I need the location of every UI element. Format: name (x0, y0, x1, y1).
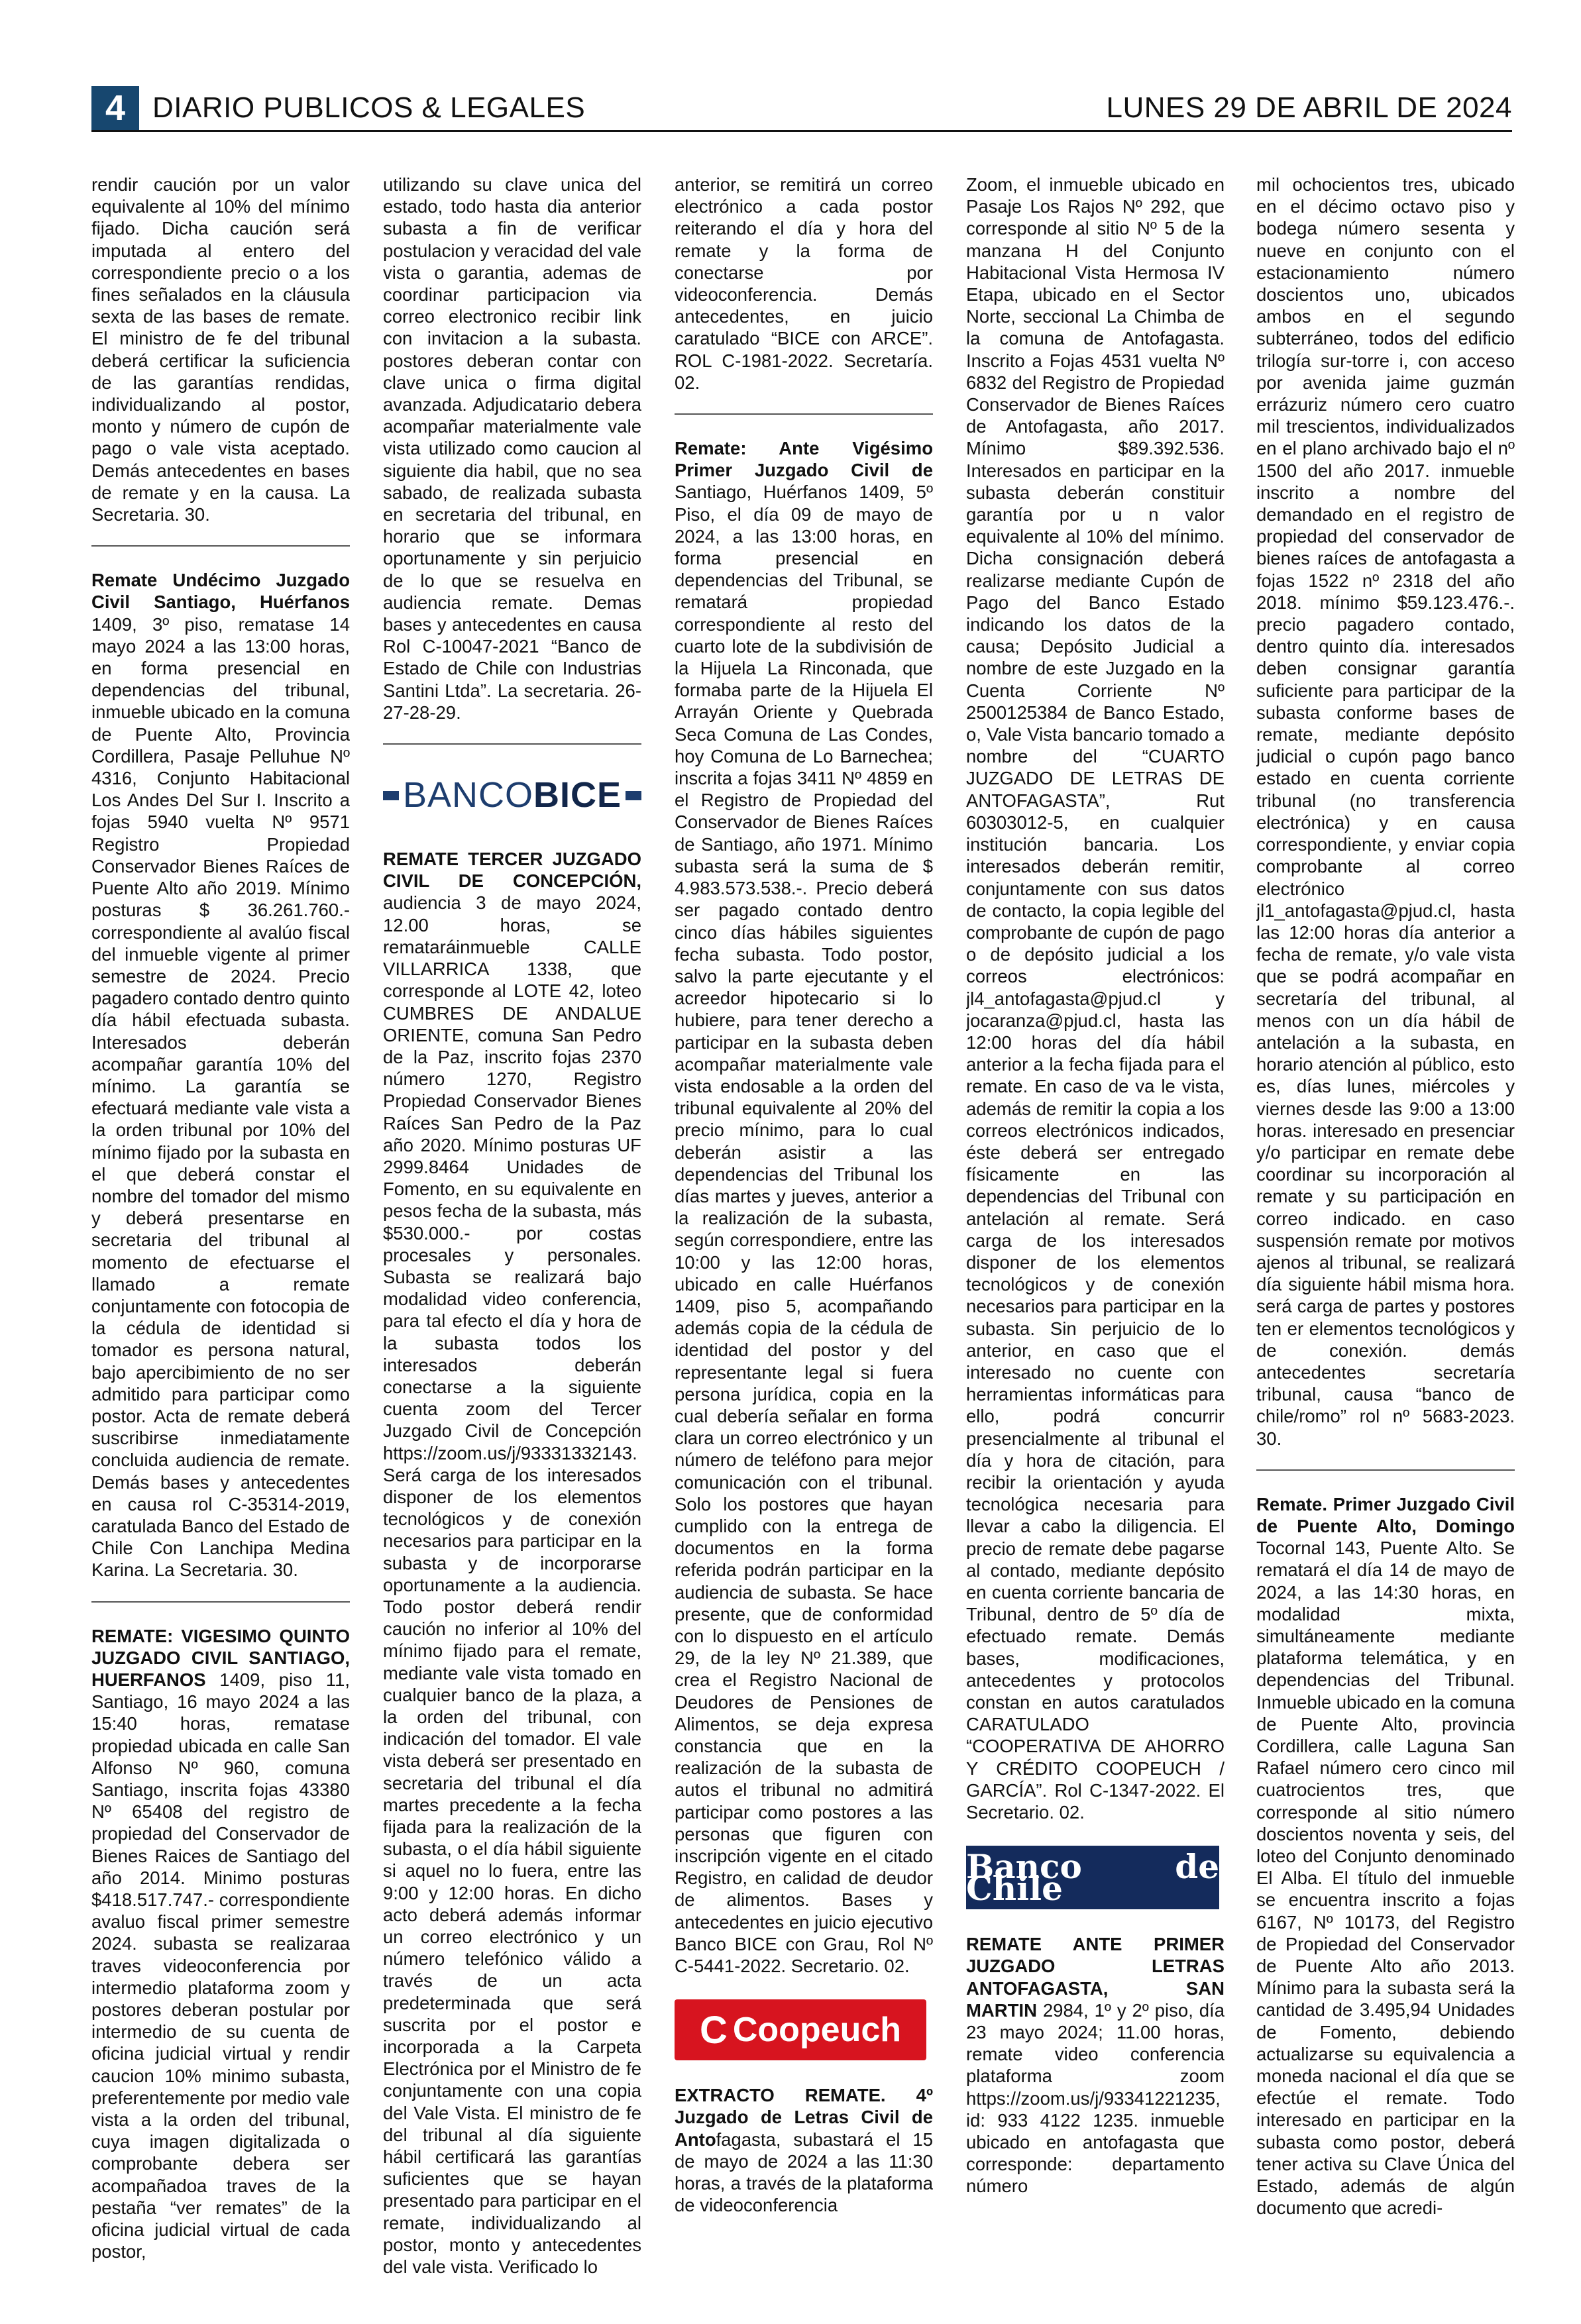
column-1 (91, 174, 350, 2294)
page-number: 4 (91, 86, 139, 130)
logo-wordmark: Banco de Chile (966, 1847, 1219, 1909)
notice (675, 437, 933, 1977)
banco-bice-logo (383, 767, 641, 824)
notice-heading: REMATE TERCER JUZGADO CIVIL DE CONCEPCIÓN, (383, 849, 641, 892)
logo-bar-left (383, 791, 399, 800)
notice (383, 848, 641, 2278)
banco-de-chile-logo (966, 1846, 1219, 1909)
notice-heading: REMATE ANTE PRIMER JUZGADO LETRAS ANTOFAGASTA, SAN MARTIN (966, 1934, 1225, 2021)
logo-wordmark (402, 775, 622, 816)
notice-body: 2984, 1º y 2º piso, día 23 mayo 2024; 11.00 horas, remate video conferencia plataforma zoom https://zoom.us/j/93341221235, id: 933 4122 1235. inmueble ubicado en antofagasta que corresponde: departamento número (966, 1999, 1225, 2197)
notice-body: Tocornal 143, Puente Alto. Se rematará el día 14 de mayo de 2024, a las 14:30 horas, en modalidad mixta, simultáneamente mediante plataforma telemática, y en dependencias del Tribunal. Inmueble ubicado en la comuna de Puente Alto, provincia Cordillera, calle Laguna San Rafael número cero cinco mil cuatrocientos tres, que corresponde al sitio número doscientos noventa y seis, del loteo del Conjunto denominado El Alba. El título del inmueble se encuentra inscrito a fojas 6167, Nº 10173, del Registro de Propiedad del Conservador de Puente Alto año 2013. Mínimo para la subasta será la cantidad de 3.495,94 Unidades de Fomento, debiendo actualizarse su equivalencia a moneda nacional el día que se efectúe el remate. Todo interesado en participar en la subasta como postor, deberá tener activa su Clave Única del Estado, además de algún documento que acredi- (1256, 1538, 1515, 2219)
logo-wordmark: Coopeuch (732, 2010, 902, 2049)
coopeuch-logo (675, 1999, 926, 2060)
notice-heading: Remate Undécimo Juzgado Civil Santiago, Huérfanos (91, 570, 350, 613)
column-3 (675, 174, 933, 2294)
column-4 (966, 174, 1225, 2294)
notice (91, 569, 350, 1581)
notice-text: anterior, se remitirá un correo electrónico a cada postor reiterando el día y hora del remate y la forma de conectarse por videoconferencia. Demás antecedentes, en juicio caratulado “BICE con ARCE”. ROL C-1981-2022. Secretaría. 02. (675, 174, 933, 393)
notice-body: fagasta, subastará el 15 de mayo de 2024 a las 11:30 horas, a través de la plataforma de videoconferencia (675, 2129, 933, 2216)
logo-word-banco: BANCO (402, 775, 534, 816)
notice-divider (675, 413, 933, 415)
column-5 (1256, 174, 1515, 2294)
column-2 (383, 174, 641, 2294)
publication-title: DIARIO PUBLICOS & LEGALES (152, 91, 586, 124)
notice-divider (383, 743, 641, 745)
notice-body: audiencia 3 de mayo 2024, 12.00 horas, se remataráinmueble CALLE VILLARRICA 1338, que corresponde al LOTE 42, loteo CUMBRES DE ANDALUE ORIENTE, comuna San Pedro de la Paz, inscrito fojas 2370 número 1270, Registro Propiedad Conservador Bienes Raíces San Pedro de la Paz año 2020. Mínimo posturas UF 2999.8464 Unidades de Fomento, en su equivalente en pesos fecha de la subasta, más $530.000.- por costas procesales y personales. Subasta se realizará bajo modalidad video conferencia, para tal efecto el día y hora de la subasta todos los interesados deberán conectarse a la siguiente cuenta zoom del Tercer Juzgado Civil de Concepción https://zoom.us/j/93331332143. Será carga de los interesados disponer de los elementos tecnológicos y de conexión necesarios para participar en la subasta y de incorporarse oportunamente a la audiencia. Todo postor deberá rendir caución no inferior al 10% del mínimo fijado para el remate, mediante vale vista tomado en cualquier banco de la plaza, a la orden del tribunal, con indicación del tomador. El vale vista deberá ser presentado en secretaria del tribunal el día martes precedente a la fecha fijada para la realización de la subasta, o el día hábil siguiente si aquel no lo fuera, entre las 9:00 y 12:00 horas. En dicho acto deberá además informar un correo electrónico y un número telefónico válido a través de un acta predeterminada que será suscrita por el postor e incorporada a la Carpeta Electrónica por el Ministro de fe conjuntamente con una copia del Vale Vista. El ministro de fe del tribunal al día siguiente hábil certificará las garantías suficientes que se hayan presentado para participar en el remate, individualizando al postor, monto y antecedentes del vale vista. Verificado lo (383, 892, 641, 2278)
notice-heading: Remate. Primer Juzgado Civil de Puente Alto, Domingo (1256, 1493, 1515, 1536)
header-rule (91, 130, 1512, 132)
coopeuch-mark-icon: C (699, 2008, 728, 2052)
notice-text: utilizando su clave unica del estado, todo hasta dia anterior subasta a fin de verificar postulacion y veracidad del vale vista o garantia, ademas de coordinar participacion via correo electronico recibir link con invitacion a la subasta. postores deberan contar con clave unica o firma digital avanzada. Adjudicatario debera acompañar materialmente vale vista utilizado como caucion al siguiente dia habil, que no sea sabado, de realizada subasta en secretaria del tribunal, en horario que se informara oportunamente y sin perjuicio de lo que se resuelva en audiencia remate. Demas bases y antecedentes en causa Rol C-10047-2021 “Banco de Estado de Chile con Industrias Santini Ltda”. La secretaria. 26-27-28-29. (383, 174, 641, 723)
notice-text: rendir caución por un valor equivalente al 10% del mínimo fijado. Dicha caución será imputada al entero del correspondiente precio o a los fines señalados en la cláusula sexta de las bases de remate. El ministro de fe del tribunal deberá certificar la suficiencia de las garantías rendidas, individualizando al postor, monto y número de cupón de pago o vale vista aceptado. Demás antecedentes en bases de remate y en la causa. La Secretaria. 30. (91, 174, 350, 525)
logo-word-bice: BICE (533, 775, 622, 816)
notice (966, 1933, 1225, 2197)
notice-text: Zoom, el inmueble ubicado en Pasaje Los Rajos Nº 292, que corresponde al sitio Nº 5 de la manzana H del Conjunto Habitacional Vista Hermosa IV Etapa, ubicado en el Sector Norte, seccional La Chimba de la comuna de Antofagasta. Inscrito a Fojas 4531 vuelta Nº 6832 del Registro de Propiedad Conservador de Bienes Raíces de Antofagasta, año 2017. Mínimo $89.392.536. Interesados en participar en la subasta deberán constituir garantía por u n valor equivalente al 10% del mínimo. Dicha consignación deberá realizarse mediante Cupón de Pago del Banco Estado indicando los datos de la causa; Depósito Judicial a nombre de este Juzgado en la Cuenta Corriente Nº 2500125384 de Banco Estado, o, Vale Vista bancario tomado a nombre del “CUARTO JUZGADO DE LETRAS DE ANTOFAGASTA”, Rut 60303012-5, en cualquier institución bancaria. Los interesados deberán remitir, conjuntamente con sus datos de contacto, la copia legible del comprobante de cupón de pago o de depósito judicial a los correos electrónicos: jl4_antofagasta@pjud.cl y jocaranza@pjud.cl, hasta las 12:00 horas del día hábil anterior a la fecha fijada para el remate. En caso de va le vista, además de remitir la copia a los correos electrónicos indicados, éste deberá ser entregado físicamente en las dependencias del Tribunal con antelación al remate. Será carga de los interesados disponer de los elementos tecnológicos y de conexión necesarios para participar en la subasta. Sin perjuicio de lo anterior, en caso que el interesado no cuente con herramientas informáticas para ello, podrá concurrir presencialmente al tribunal el día y hora de citación, para recibir la orientación y ayuda tecnológica necesaria para llevar a cabo la diligencia. El precio de remate debe pagarse al contado, mediante depósito en cuenta corriente bancaria de Tribunal, dentro de 5º día de efectuado remate. Demás bases, modificaciones, antecedentes y protocolos constan en autos caratulados CARATULADO “COOPERATIVA DE AHORRO Y CRÉDITO COOPEUCH / GARCÍA”. Rol C-1347-2022. El Secretario. 02. (966, 174, 1225, 1823)
notice-heading: REMATE: VIGESIMO QUINTO JUZGADO CIVIL SANTIAGO, HUERFANOS (91, 1625, 350, 1690)
notice-divider (1256, 1469, 1515, 1471)
notice-body: 1409, 3º piso, rematase 14 mayo 2024 a las 13:00 horas, en forma presencial en dependencias del tribunal, inmueble ubicado en la comuna de Puente Alto, Provincia Cordillera, Pasaje Pelluhue Nº 4316, Conjunto Habitacional Los Andes Del Sur I. Inscrito a fojas 5940 vuelta Nº 9571 Registro Propiedad Conservador Bienes Raíces de Puente Alto año 2019. Mínimo posturas $ 36.261.760.- correspondiente al avalúo fiscal del inmueble vigente al primer semestre de 2024. Precio pagadero contado dentro quinto día hábil efectuada subasta. Interesados deberán acompañar garantía 10% del mínimo. La garantía se efectuará mediante vale vista a la orden tribunal por 10% del mínimo fijado por la subasta en el que deberá constar el nombre del tomador del mismo y deberá presentarse en secretaria del tribunal al momento de efectuarse el llamado a remate conjuntamente con fotocopia de la cédula de identidad si tomador es persona natural, bajo apercibimiento de no ser admitido para participar como postor. Acta de remate deberá suscribirse inmediatamente concluida audiencia de remate. Demás bases y antecedentes en causa rol C-35314-2019, caratulada Banco del Estado de Chile Con Lanchipa Medina Karina. La Secretaria. 30. (91, 613, 350, 1581)
notice-body: 1409, piso 11, Santiago, 16 mayo 2024 a las 15:40 horas, rematase propiedad ubicada en calle San Alfonso Nº 960, comuna Santiago, inscrita fojas 43380 Nº 65408 del registro de propiedad del Conservador de Bienes Raices de Santiago del año 2014. Minimo posturas $418.517.747.- correspondiente avaluo fiscal primer semestre 2024. subasta se realizaraa traves videoconferencia por intermedio plataforma zoom y postores deberan postular por intermedio de su cuenta de oficina judicial virtual y rendir caucion 10% minimo subasta, preferentemente por medio vale vista a la orden del tribunal, cuya imagen digitalizada o comprobante debera ser acompañadoa traves de la pestaña “ver remates” de la oficina judicial virtual de cada postor, (91, 1669, 350, 2262)
notice-divider (91, 1601, 350, 1603)
notice (1256, 1493, 1515, 2219)
publication-date: LUNES 29 DE ABRIL DE 2024 (1106, 91, 1512, 124)
logo-bar-right (626, 791, 641, 800)
notice-text: mil ochocientos tres, ubicado en el décimo octavo piso y bodega número sesenta y nueve en conjunto con el estacionamiento número doscientos uno, ubicados ambos en el segundo subterráneo, todos del edificio trilogía sur-torre i, con acceso por avenida jaime guzmán errázuriz número cero cuatro mil trescientos, individualizados en el plano archivado bajo el nº 1500 del año 2017. inmueble inscrito a nombre del demandado en el registro de propiedad del conservador de bienes raíces de antofagasta a fojas 1522 nº 2318 del año 2018. mínimo $59.123.476.-. precio pagadero contado, dentro quinto día. interesados deben consignar garantía suficiente para participar de la subasta conforme bases de remate, mediante depósito judicial o cupón pago banco estado en cuenta corriente tribunal (no transferencia electrónica) y en causa correspondiente, y enviar copia comprobante al correo electrónico jl1_antofagasta@pjud.cl, hasta las 12:00 horas día anterior a fecha de remate, y/o vale vista que se podrá acompañar en secretaría del tribunal, al menos con un día hábil de antelación a la subasta, en horario atención al público, esto es, días lunes, miércoles y viernes desde las 9:00 a 13:00 horas. interesado en presenciar y/o participar en remate debe coordinar su incorporación al remate y su participación en correo indicado. en caso suspensión remate por motivos ajenos al tribunal, se realizará día siguiente hábil misma hora. será carga de partes y postores ten er elementos tecnológicos y de conexión. demás antecedentes secretaría tribunal, causa “banco de chile/romo” rol nº 5683-2023. 30. (1256, 174, 1515, 1449)
notice-heading: EXTRACTO REMATE. 4º Juzgado de Letras Civil de Anto (675, 2085, 933, 2150)
notice-body: Santiago, Huérfanos 1409, 5º Piso, el día 09 de mayo de 2024, a las 13:00 horas, en forma presencial en dependencias del Tribunal, se rematará propiedad correspondiente al resto del cuarto lote de la subdivisión de la Hijuela La Rinconada, que formaba parte de la Hijuela El Arrayán Oriente y Quebrada Seca Comuna de Las Condes, hoy Comuna de Lo Barnechea; inscrita a fojas 3411 Nº 4859 en el Registro de Propiedad del Conservador de Bienes Raíces de Santiago, año 1971. Mínimo subasta será la suma de $ 4.983.573.538.-. Precio deberá ser pagado contado dentro cinco días hábiles siguientes fecha subasta. Todo postor, salvo la parte ejecutante y el acreedor hipotecario si lo hubiere, para tener derecho a participar en la subasta deben acompañar materialmente vale vista endosable a la orden del tribunal equivalente al 20% del precio mínimo, para lo cual deberán asistir a las dependencias del Tribunal los días martes y jueves, anterior a la realización de la subasta, según correspondiere, entre las 10:00 y las 12:00 horas, ubicado en calle Huérfanos 1409, piso 5, acompañando además copia de la cédula de identidad del postor y del representante legal si fuera persona jurídica, copia en la cual debería señalar en forma clara un correo electrónico y un número de teléfono para mejor comunicación con el tribunal. Solo los postores que hayan cumplido con la entrega de documentos en la forma referida podrán participar en la audiencia de subasta. Se hace presente, que de conformidad con lo dispuesto en el artículo 29, de la ley Nº 21.389, que crea el Registro Nacional de Deudores de Pensiones de Alimentos, se deja expresa constancia que en la realización de la subasta de autos el tribunal no admitirá participar como postores a las personas que figuren con inscripción vigente en el citado Registro, en calidad de deudor de alimentos. Bases y antecedentes en juicio ejecutivo Banco BICE con Grau, Rol Nº C-5441-2022. Secretario. 02. (675, 482, 933, 1977)
notice (675, 2084, 933, 2216)
notice (91, 1625, 350, 2263)
notice-heading: Remate: Ante Vigésimo Primer Juzgado Civil de (675, 438, 933, 481)
notice-divider (91, 545, 350, 547)
